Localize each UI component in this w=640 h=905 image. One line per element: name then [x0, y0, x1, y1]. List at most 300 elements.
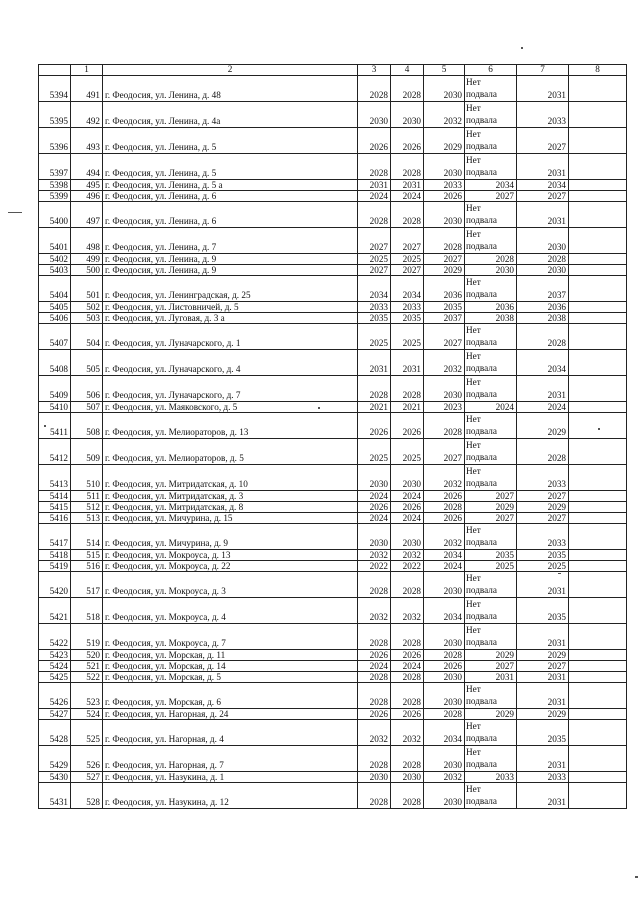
scan-speck: [598, 428, 600, 430]
table-row: [39, 709, 627, 720]
year-col5: 2026: [424, 661, 465, 672]
no-basement-word1: Нет: [466, 377, 481, 387]
year-col7: 2031: [517, 624, 569, 650]
year-col4: 2024: [391, 491, 424, 502]
address: г. Феодосия, ул. Ленинградская, д. 25: [103, 276, 358, 302]
year-col5: 2028: [424, 650, 465, 661]
table-row: [39, 265, 627, 276]
year-col7: 2038: [517, 313, 569, 324]
column-header: 2: [103, 65, 358, 76]
no-basement-word1: Нет: [466, 466, 481, 476]
no-basement-word1: Нет: [466, 351, 481, 361]
year-col5: 2028: [424, 413, 465, 439]
year-col3: 2022: [358, 561, 391, 572]
address: г. Феодосия, ул. Ленина, д. 48: [103, 76, 358, 102]
year-col3: 2032: [358, 720, 391, 746]
year-col4: 2026: [391, 128, 424, 154]
no-basement-word1: Нет: [466, 440, 481, 450]
year-col7: 2031: [517, 572, 569, 598]
empty-col8: [569, 102, 627, 128]
year-col5: 2032: [424, 772, 465, 783]
year-col4: 2030: [391, 772, 424, 783]
row-number: 5425: [39, 672, 71, 683]
empty-col8: [569, 572, 627, 598]
table-row: [39, 465, 627, 491]
row-number: 5412: [39, 439, 71, 465]
item-number: 492: [71, 102, 103, 128]
empty-col8: [569, 228, 627, 254]
column-number-row: [39, 65, 627, 76]
address: г. Феодосия, ул. Морская, д. 14: [103, 661, 358, 672]
year-col3: 2028: [358, 202, 391, 228]
item-number: 514: [71, 524, 103, 550]
table-row: [39, 228, 627, 254]
address: г. Феодосия, ул. Нагорная, д. 4: [103, 720, 358, 746]
address: г. Феодосия, ул. Луначарского, д. 4: [103, 350, 358, 376]
year-col5: 2030: [424, 672, 465, 683]
no-basement-word2: подвала: [466, 759, 497, 769]
item-number: 523: [71, 683, 103, 709]
year-col4: 2032: [391, 720, 424, 746]
year-col7: 2034: [517, 180, 569, 191]
year-col4: 2030: [391, 524, 424, 550]
year-col5: 2027: [424, 439, 465, 465]
table-row: [39, 128, 627, 154]
row-number: 5405: [39, 302, 71, 313]
row-number: 5422: [39, 624, 71, 650]
empty-col8: [569, 191, 627, 202]
empty-col8: [569, 154, 627, 180]
year-col7: 2028: [517, 324, 569, 350]
empty-col8: [569, 650, 627, 661]
address: г. Феодосия, ул. Мелиораторов, д. 13: [103, 413, 358, 439]
basement-col6: 2027: [465, 191, 517, 202]
year-col4: 2021: [391, 402, 424, 413]
year-col7: 2028: [517, 254, 569, 265]
item-number: 508: [71, 413, 103, 439]
address: г. Феодосия, ул. Митридатская, д. 8: [103, 502, 358, 513]
no-basement-cell: [465, 202, 517, 228]
year-col4: 2030: [391, 465, 424, 491]
year-col5: 2034: [424, 598, 465, 624]
table-row: [39, 276, 627, 302]
no-basement-cell: [465, 102, 517, 128]
year-col4: 2031: [391, 350, 424, 376]
empty-col8: [569, 465, 627, 491]
empty-col8: [569, 502, 627, 513]
no-basement-cell: [465, 276, 517, 302]
year-col5: 2034: [424, 550, 465, 561]
table-row: [39, 302, 627, 313]
item-number: 521: [71, 661, 103, 672]
year-col3: 2028: [358, 624, 391, 650]
year-col7: 2033: [517, 102, 569, 128]
year-col5: 2032: [424, 465, 465, 491]
empty-col8: [569, 661, 627, 672]
no-basement-cell: [465, 720, 517, 746]
empty-col8: [569, 350, 627, 376]
item-number: 519: [71, 624, 103, 650]
item-number: 515: [71, 550, 103, 561]
row-number: 5402: [39, 254, 71, 265]
item-number: 520: [71, 650, 103, 661]
year-col3: 2025: [358, 254, 391, 265]
year-col7: 2029: [517, 413, 569, 439]
address: г. Феодосия, ул. Морская, д. 5: [103, 672, 358, 683]
no-basement-word2: подвала: [466, 478, 497, 488]
year-col5: 2029: [424, 265, 465, 276]
year-col7: 2033: [517, 772, 569, 783]
year-col7: 2028: [517, 439, 569, 465]
column-header: [39, 65, 71, 76]
year-col7: 2025: [517, 561, 569, 572]
empty-col8: [569, 720, 627, 746]
no-basement-word2: подвала: [466, 389, 497, 399]
address: г. Феодосия, ул. Ленина, д. 5: [103, 128, 358, 154]
year-col3: 2030: [358, 524, 391, 550]
item-number: 527: [71, 772, 103, 783]
item-number: 494: [71, 154, 103, 180]
year-col5: 2033: [424, 180, 465, 191]
year-col7: 2024: [517, 402, 569, 413]
no-basement-word1: Нет: [466, 599, 481, 609]
item-number: 504: [71, 324, 103, 350]
address: г. Феодосия, ул. Нагорная, д. 24: [103, 709, 358, 720]
year-col7: 2029: [517, 650, 569, 661]
no-basement-word1: Нет: [466, 784, 481, 794]
year-col3: 2032: [358, 598, 391, 624]
year-col3: 2028: [358, 572, 391, 598]
year-col4: 2028: [391, 624, 424, 650]
row-number: 5424: [39, 661, 71, 672]
basement-col6: 2028: [465, 254, 517, 265]
address: г. Феодосия, ул. Листовничей, д. 5: [103, 302, 358, 313]
no-basement-word2: подвала: [466, 537, 497, 547]
year-col4: 2028: [391, 783, 424, 809]
table-row: [39, 202, 627, 228]
year-col4: 2028: [391, 746, 424, 772]
table-row: [39, 683, 627, 709]
year-col3: 2031: [358, 350, 391, 376]
table-row: [39, 313, 627, 324]
year-col3: 2026: [358, 650, 391, 661]
year-col3: 2024: [358, 513, 391, 524]
empty-col8: [569, 683, 627, 709]
table-row: [39, 350, 627, 376]
table-row: [39, 191, 627, 202]
row-number: 5400: [39, 202, 71, 228]
year-col3: 2026: [358, 502, 391, 513]
empty-col8: [569, 491, 627, 502]
year-col3: 2028: [358, 672, 391, 683]
row-number: 5427: [39, 709, 71, 720]
column-header: 4: [391, 65, 424, 76]
year-col4: 2028: [391, 154, 424, 180]
basement-col6: 2029: [465, 502, 517, 513]
year-col5: 2035: [424, 302, 465, 313]
table-row: [39, 561, 627, 572]
row-number: 5420: [39, 572, 71, 598]
year-col7: 2027: [517, 661, 569, 672]
no-basement-cell: [465, 376, 517, 402]
no-basement-cell: [465, 324, 517, 350]
no-basement-word1: Нет: [466, 229, 481, 239]
empty-col8: [569, 376, 627, 402]
year-col3: 2028: [358, 76, 391, 102]
item-number: 496: [71, 191, 103, 202]
register-table: [38, 64, 627, 809]
column-header: 5: [424, 65, 465, 76]
address: г. Феодосия, ул. Ленина, д. 5 а: [103, 180, 358, 191]
year-col7: 2029: [517, 709, 569, 720]
table-row: [39, 672, 627, 683]
year-col4: 2028: [391, 202, 424, 228]
column-header: 8: [569, 65, 627, 76]
no-basement-word2: подвала: [466, 167, 497, 177]
year-col5: 2034: [424, 720, 465, 746]
year-col7: 2031: [517, 672, 569, 683]
row-number: 5419: [39, 561, 71, 572]
address: г. Феодосия, ул. Ленина, д. 7: [103, 228, 358, 254]
table-row: [39, 254, 627, 265]
year-col3: 2025: [358, 439, 391, 465]
no-basement-word2: подвала: [466, 363, 497, 373]
address: г. Феодосия, ул. Митридатская, д. 3: [103, 491, 358, 502]
year-col4: 2026: [391, 709, 424, 720]
year-col7: 2031: [517, 154, 569, 180]
item-number: 493: [71, 128, 103, 154]
table-row: [39, 572, 627, 598]
year-col4: 2028: [391, 672, 424, 683]
no-basement-cell: [465, 128, 517, 154]
basement-col6: 2027: [465, 513, 517, 524]
year-col3: 2028: [358, 683, 391, 709]
row-number: 5429: [39, 746, 71, 772]
item-number: 503: [71, 313, 103, 324]
row-number: 5399: [39, 191, 71, 202]
row-number: 5410: [39, 402, 71, 413]
empty-col8: [569, 324, 627, 350]
year-col4: 2033: [391, 302, 424, 313]
year-col3: 2025: [358, 324, 391, 350]
table-row: [39, 491, 627, 502]
year-col4: 2028: [391, 572, 424, 598]
year-col3: 2026: [358, 413, 391, 439]
year-col4: 2031: [391, 180, 424, 191]
no-basement-word1: Нет: [466, 325, 481, 335]
no-basement-word2: подвала: [466, 115, 497, 125]
year-col3: 2030: [358, 465, 391, 491]
address: г. Феодосия, ул. Мокроуса, д. 4: [103, 598, 358, 624]
row-number: 5408: [39, 350, 71, 376]
item-number: 524: [71, 709, 103, 720]
year-col3: 2032: [358, 550, 391, 561]
row-number: 5398: [39, 180, 71, 191]
basement-col6: 2027: [465, 661, 517, 672]
empty-col8: [569, 550, 627, 561]
year-col4: 2022: [391, 561, 424, 572]
row-number: 5407: [39, 324, 71, 350]
empty-col8: [569, 402, 627, 413]
scan-speck: [8, 212, 22, 213]
no-basement-cell: [465, 783, 517, 809]
year-col4: 2027: [391, 265, 424, 276]
year-col5: 2027: [424, 324, 465, 350]
item-number: 528: [71, 783, 103, 809]
year-col7: 2036: [517, 302, 569, 313]
no-basement-word2: подвала: [466, 452, 497, 462]
address: г. Феодосия, ул. Луначарского, д. 1: [103, 324, 358, 350]
address: г. Феодосия, ул. Ленина, д. 6: [103, 191, 358, 202]
basement-col6: 2035: [465, 550, 517, 561]
year-col5: 2026: [424, 191, 465, 202]
table-row: [39, 502, 627, 513]
year-col5: 2024: [424, 561, 465, 572]
basement-col6: 2033: [465, 772, 517, 783]
scan-speck: [44, 425, 46, 427]
row-number: 5411: [39, 413, 71, 439]
year-col3: 2030: [358, 772, 391, 783]
no-basement-word1: Нет: [466, 77, 481, 87]
address: г. Феодосия, ул. Луначарского, д. 7: [103, 376, 358, 402]
address: г. Феодосия, ул. Ленина, д. 9: [103, 265, 358, 276]
empty-col8: [569, 783, 627, 809]
item-number: 505: [71, 350, 103, 376]
no-basement-cell: [465, 228, 517, 254]
year-col7: 2035: [517, 720, 569, 746]
year-col4: 2030: [391, 102, 424, 128]
no-basement-word2: подвала: [466, 426, 497, 436]
empty-col8: [569, 265, 627, 276]
row-number: 5423: [39, 650, 71, 661]
scan-speck: [558, 573, 561, 574]
table-row: [39, 413, 627, 439]
row-number: 5418: [39, 550, 71, 561]
item-number: 500: [71, 265, 103, 276]
year-col5: 2030: [424, 202, 465, 228]
year-col7: 2031: [517, 376, 569, 402]
empty-col8: [569, 709, 627, 720]
item-number: 511: [71, 491, 103, 502]
address: г. Феодосия, ул. Морская, д. 6: [103, 683, 358, 709]
no-basement-word1: Нет: [466, 277, 481, 287]
no-basement-cell: [465, 76, 517, 102]
item-number: 499: [71, 254, 103, 265]
item-number: 518: [71, 598, 103, 624]
item-number: 491: [71, 76, 103, 102]
year-col7: 2031: [517, 783, 569, 809]
empty-col8: [569, 624, 627, 650]
empty-col8: [569, 276, 627, 302]
no-basement-word2: подвала: [466, 241, 497, 251]
no-basement-word2: подвала: [466, 89, 497, 99]
address: г. Феодосия, ул. Мокроуса, д. 22: [103, 561, 358, 572]
year-col5: 2030: [424, 624, 465, 650]
no-basement-word1: Нет: [466, 684, 481, 694]
address: г. Феодосия, ул. Мокроуса, д. 13: [103, 550, 358, 561]
address: г. Феодосия, ул. Мичурина, д. 15: [103, 513, 358, 524]
year-col5: 2030: [424, 683, 465, 709]
row-number: 5394: [39, 76, 71, 102]
address: г. Феодосия, ул. Маяковского, д. 5: [103, 402, 358, 413]
basement-col6: 2031: [465, 672, 517, 683]
year-col3: 2024: [358, 661, 391, 672]
empty-col8: [569, 128, 627, 154]
row-number: 5430: [39, 772, 71, 783]
year-col4: 2024: [391, 191, 424, 202]
row-number: 5397: [39, 154, 71, 180]
basement-col6: 2024: [465, 402, 517, 413]
no-basement-word1: Нет: [466, 129, 481, 139]
table-row: [39, 661, 627, 672]
address: г. Феодосия, ул. Мокроуса, д. 7: [103, 624, 358, 650]
year-col3: 2031: [358, 180, 391, 191]
basement-col6: 2027: [465, 491, 517, 502]
row-number: 5395: [39, 102, 71, 128]
basement-col6: 2029: [465, 650, 517, 661]
no-basement-cell: [465, 572, 517, 598]
year-col5: 2036: [424, 276, 465, 302]
no-basement-word2: подвала: [466, 637, 497, 647]
empty-col8: [569, 524, 627, 550]
year-col5: 2029: [424, 128, 465, 154]
year-col3: 2035: [358, 313, 391, 324]
table-row: [39, 154, 627, 180]
year-col7: 2035: [517, 550, 569, 561]
year-col3: 2030: [358, 102, 391, 128]
year-col5: 2030: [424, 783, 465, 809]
year-col7: 2031: [517, 76, 569, 102]
empty-col8: [569, 202, 627, 228]
no-basement-word2: подвала: [466, 796, 497, 806]
scan-speck: [318, 407, 320, 409]
address: г. Феодосия, ул. Морская, д. 11: [103, 650, 358, 661]
no-basement-word1: Нет: [466, 155, 481, 165]
year-col5: 2028: [424, 709, 465, 720]
no-basement-cell: [465, 439, 517, 465]
year-col7: 2035: [517, 598, 569, 624]
table-row: [39, 324, 627, 350]
year-col5: 2030: [424, 154, 465, 180]
no-basement-word2: подвала: [466, 585, 497, 595]
table-row: [39, 76, 627, 102]
empty-col8: [569, 254, 627, 265]
year-col7: 2033: [517, 524, 569, 550]
row-number: 5428: [39, 720, 71, 746]
no-basement-cell: [465, 413, 517, 439]
year-col3: 2033: [358, 302, 391, 313]
year-col4: 2025: [391, 254, 424, 265]
address: г. Феодосия, ул. Ленина, д. 6: [103, 202, 358, 228]
address: г. Феодосия, ул. Мичурина, д. 9: [103, 524, 358, 550]
year-col3: 2026: [358, 709, 391, 720]
year-col3: 2024: [358, 191, 391, 202]
no-basement-cell: [465, 350, 517, 376]
year-col4: 2025: [391, 324, 424, 350]
year-col5: 2030: [424, 746, 465, 772]
year-col4: 2024: [391, 513, 424, 524]
year-col3: 2028: [358, 154, 391, 180]
year-col5: 2026: [424, 491, 465, 502]
no-basement-cell: [465, 683, 517, 709]
year-col5: 2032: [424, 524, 465, 550]
year-col5: 2030: [424, 572, 465, 598]
item-number: 507: [71, 402, 103, 413]
row-number: 5403: [39, 265, 71, 276]
table-row: [39, 402, 627, 413]
year-col7: 2029: [517, 502, 569, 513]
row-number: 5404: [39, 276, 71, 302]
